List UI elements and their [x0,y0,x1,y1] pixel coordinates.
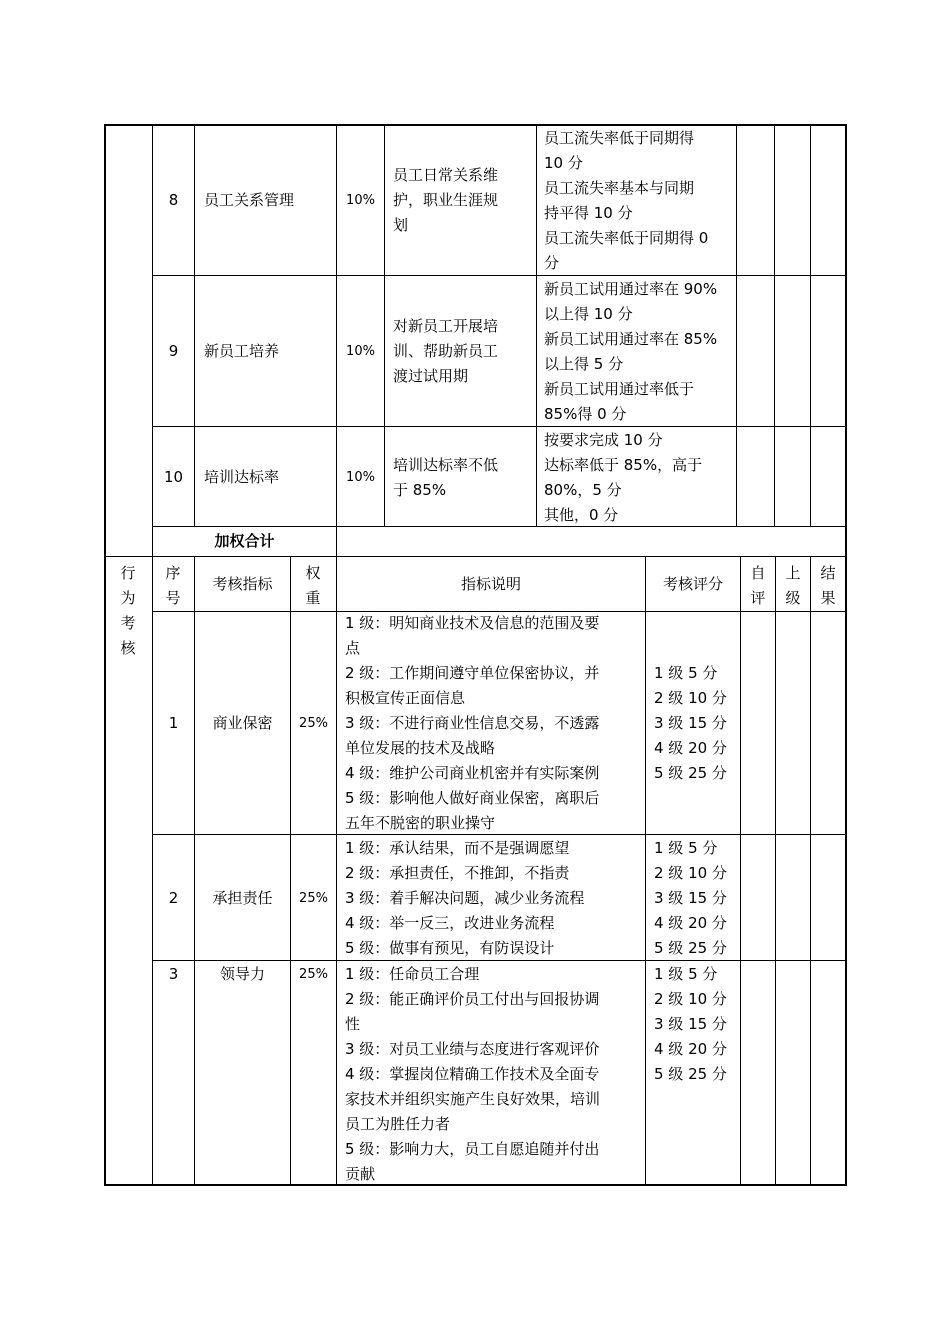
behavior-row-3-indicator: 领导力 [219,965,265,983]
row-10-indicator: 培训达标率 [204,468,280,486]
row-10-scoring: 按要求完成 10 分 达标率低于 85%，高于 80%，5 分 其他，0 分 [544,431,703,524]
behavior-row-1-number: 1 [168,714,179,732]
behavior-row-3-number: 3 [168,965,179,983]
behavior-row-2-number: 2 [168,889,179,907]
row-8-indicator: 员工关系管理 [204,191,295,209]
header-scoring: 考核评分 [662,575,723,593]
behavior-row-2-weight: 25% [299,891,328,906]
behavior-row-3-description: 1 级：任命员工合理 2 级：能正确评价员工付出与回报协调 性 3 级：对员工业绩与态度进行客观评价 4 级：掌握岗位精确工作技术及全面专 家技术并组织实施产生良好效果，培训 员工为胜任力者 5 级：影响力大，员工自愿追随并付出 贡献 [345,965,601,1183]
behavior-row-1-scoring: 1 级 5 分 2 级 10 分 3 级 15 分 4 级 20 分 5 级 25 分 [654,664,727,782]
row-9-indicator: 新员工培养 [204,342,280,360]
header-weight: 权重 [305,564,321,607]
header-result: 结果 [820,564,836,607]
row-8-number: 8 [168,191,179,209]
row-9-scoring: 新员工试用通过率在 90% 以上得 10 分 新员工试用通过率在 85% 以上得 5 分 新员工试用通过率低于 85%得 0 分 [544,280,718,423]
behavior-row-3-weight: 25% [299,967,328,982]
row-10-description: 培训达标率不低 于 85% [393,456,499,499]
row-10-weight: 10% [346,470,375,485]
row-9-description: 对新员工开展培 训、帮助新员工 渡过试用期 [393,317,499,385]
header-indicator: 考核指标 [212,575,273,593]
behavior-row-1-indicator: 商业保密 [212,714,273,732]
row-9-number: 9 [168,342,179,360]
behavior-row-2-indicator: 承担责任 [212,889,273,907]
behavior-row-2-scoring: 1 级 5 分 2 级 10 分 3 级 15 分 4 级 20 分 5 级 25 分 [654,839,727,957]
behavior-row-1-description: 1 级：明知商业技术及信息的范围及要 点 2 级：工作期间遵守单位保密协议，并 积极宣传正面信息 3 级：不进行商业性信息交易，不透露 单位发展的技术及战略 4 级：维护公司商业机密并有实际案例 5 级：影响他人做好商业保密，离职后 五年不脱密的职业操守 [345,614,600,832]
row-8-scoring: 员工流失率低于同期得 10 分 员工流失率基本与同期 持平得 10 分 员工流失率低于同期得 0 分 [544,129,709,272]
header-self-review: 自评 [750,564,766,607]
row-10-number: 10 [163,468,184,486]
header-description: 指标说明 [460,575,521,593]
header-superior-review: 上级 [785,564,801,607]
weighted-total-label: 加权合计 [214,532,275,550]
behavior-row-1-weight: 25% [299,716,328,731]
behavior-row-3-scoring: 1 级 5 分 2 级 10 分 3 级 15 分 4 级 20 分 5 级 25 分 [654,965,727,1083]
row-8-description: 员工日常关系维 护，职业生涯规 划 [393,166,499,234]
row-9-weight: 10% [346,344,375,359]
behavior-row-2-description: 1 级：承认结果，而不是强调愿望 2 级：承担责任，不推卸，不指责 3 级：着手解决问题，减少业务流程 4 级：举一反三，改进业务流程 5 级：做事有预见，有防误设计 [345,839,585,957]
behavior-section-label: 行为考核 [120,564,136,657]
row-8-weight: 10% [346,193,375,208]
header-number: 序号 [165,564,181,607]
